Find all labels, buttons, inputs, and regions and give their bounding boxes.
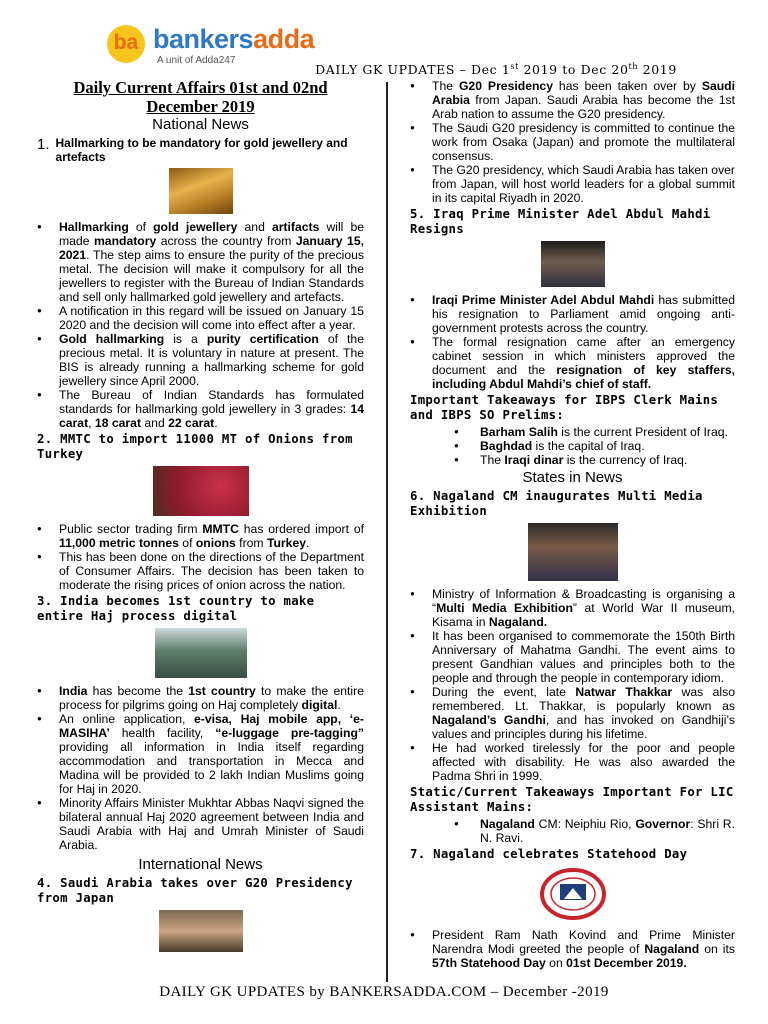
news-4-bullet-3: ● The G20 presidency, which Saudi Arabia has taken over from Japan, will host world leaders for a global summit in its capital Riyadh in 2020. — [410, 163, 735, 205]
gold-jewellery-image — [169, 168, 233, 214]
news-5-takeaways-title: Important Takeaways for IBPS Clerk Mains and IBPS SO Prelims: — [410, 393, 719, 422]
news-6-takeaway-1: ● Nagaland CM: Neiphiu Rio, Governor: Shri R. N. Ravi. — [454, 817, 735, 845]
news-6-bullet-3: ● During the event, late Natwar Thakkar was also remembered. Lt. Thakkar, is popularly known as Nagaland’s Gandhi, and has invoked on Gandhiji’s values and principles during his lifetime. — [410, 685, 735, 741]
news-6-takeaways-title: Static/Current Takeaways Important For LIC Assistant Mains: — [410, 785, 734, 814]
section-states-in-news: States in News — [522, 469, 623, 486]
news-5-takeaway-2: ● Baghdad is the capital of Iraq. — [454, 439, 735, 453]
news-6-takeaways — [410, 817, 735, 845]
news-1-bullet-3: ● Gold hallmarking is a purity certification of the precious metal. It is voluntary in nature at present. The BIS is already running a hallmarking scheme for gold jewellery since April 2000. — [37, 332, 364, 388]
news-1-bullet-1: ● Hallmarking of gold jewellery and artifacts will be made mandatory across the country from January 15, 2021. The step aims to ensure the purity of the precious metal. The decision will make it compulsory for all the jewellers to register with the Bureau of Indian Standards and sell only hallmarked gold jewellery and artefacts. — [37, 220, 364, 304]
haj-agreement-image — [155, 628, 247, 678]
logo-badge: ba — [107, 25, 145, 63]
logo-name-part2: adda — [253, 24, 315, 54]
right-column — [410, 79, 735, 970]
news-5-takeaways — [410, 425, 735, 467]
saudi-prince-image — [159, 910, 243, 952]
section-international-news: International News — [138, 856, 263, 873]
news-1-bullet-2: ● A notification in this regard will be issued on January 15 2020 and the decision will come into effect after a year. — [37, 304, 364, 332]
news-5-bullets — [410, 293, 735, 391]
news-6-title: 6. Nagaland CM inaugurates Multi Media Exhibition — [410, 489, 703, 518]
document-title: Daily Current Affairs 01st and 02nd December 2019 — [73, 78, 328, 116]
news-5-takeaway-1: ● Barham Salih is the current President of Iraq. — [454, 425, 735, 439]
news-1-bullets — [37, 220, 364, 430]
news-5-title: 5. Iraq Prime Minister Adel Abdul Mahdi Resigns — [410, 207, 711, 236]
news-4-bullet-1: ● The G20 Presidency has been taken over by Saudi Arabia from Japan. Saudi Arabia has become the 1st Arab nation to assume the G20 presidency. — [410, 79, 735, 121]
news-6-bullet-1: ● Ministry of Information & Broadcasting is organising a “Multi Media Exhibition” at World War II museum, Kisama in Nagaland. — [410, 587, 735, 629]
section-national-news: National News — [152, 116, 249, 133]
iraq-pm-image — [541, 241, 605, 287]
news-3-bullets — [37, 684, 364, 852]
news-1-title: Hallmarking to be mandatory for gold jewellery and artefacts — [55, 136, 348, 164]
news-2-bullets — [37, 522, 364, 592]
bankersadda-logo — [107, 22, 337, 68]
news-1-bullet-4: ● The Bureau of Indian Standards has formulated standards for hallmarking gold jewellery in 3 grades: 14 carat, 18 carat and 22 carat. — [37, 388, 364, 430]
column-divider — [386, 82, 388, 982]
news-4-title: 4. Saudi Arabia takes over G20 Presidency from Japan — [37, 876, 353, 905]
footer-text: DAILY GK UPDATES by BANKERSADDA.COM – December -2019 — [159, 984, 609, 1000]
news-3-bullet-2: ● An online application, e-visa, Haj mobile app, ‘e-MASIHA’ health facility, “e-luggage pre-tagging” providing all information in India itself regarding accommodation and transportation in Mecca and Madina will be provided to 2 lakh Indian Muslims going for Haj in 2020. — [37, 712, 364, 796]
onions-image — [153, 466, 249, 516]
left-column — [37, 78, 364, 958]
logo-name — [153, 24, 314, 55]
news-7-title: 7. Nagaland celebrates Statehood Day — [410, 847, 688, 861]
news-1-number: 1. — [37, 136, 50, 153]
news-5-bullet-1: ● Iraqi Prime Minister Adel Abdul Mahdi has submitted his resignation to Parliament amid ongoing anti-government protests across the country. — [410, 293, 735, 335]
news-6-bullet-4: ● He had worked tirelessly for the poor and people affected with disability. He was also awarded the Padma Shri in 1999. — [410, 741, 735, 783]
news-2-title: 2. MMTC to import 11000 MT of Onions from Turkey — [37, 432, 353, 461]
logo-name-part1: bankers — [153, 24, 254, 54]
news-4-bullet-2: ● The Saudi G20 presidency is committed to continue the work from Osaka (Japan) and promote the multilateral consensus. — [410, 121, 735, 163]
news-6-bullets — [410, 587, 735, 783]
news-4-bullets — [410, 79, 735, 205]
news-7-bullet-1: ● President Ram Nath Kovind and Prime Minister Narendra Modi greeted the people of Nagaland on its 57th Statehood Day on 01st December 2019. — [410, 928, 735, 970]
logo-tagline: A unit of Adda247 — [157, 55, 236, 66]
news-3-title: 3. India becomes 1st country to make entire Haj process digital — [37, 594, 315, 623]
news-3-bullet-3: ● Minority Affairs Minister Mukhtar Abbas Naqvi signed the bilateral annual Haj 2020 agreement between India and Saudi Arabia with Haj and Umrah Minister of Saudi Arabia. — [37, 796, 364, 852]
news-7-bullets — [410, 928, 735, 970]
header-date-range: DAILY GK UPDATES – Dec 1st 2019 to Dec 20th 2019 — [315, 62, 677, 78]
news-2-bullet-2: ● This has been done on the directions of the Department of Consumer Affairs. The decision has been taken to moderate the rising prices of onion across the nation. — [37, 550, 364, 592]
news-1-heading — [37, 136, 364, 164]
nagaland-cm-image — [528, 523, 618, 581]
news-5-takeaway-3: ● The Iraqi dinar is the currency of Iraq. — [454, 453, 735, 467]
nagaland-emblem-image — [540, 868, 606, 920]
news-5-bullet-2: ● The formal resignation came after an emergency cabinet session in which ministers approved the document and the resignation of key staffers, including Abdul Mahdi’s chief of staff. — [410, 335, 735, 391]
news-3-bullet-1: ● India has become the 1st country to make the entire process for pilgrims going on Haj completely digital. — [37, 684, 364, 712]
news-2-bullet-1: ● Public sector trading firm MMTC has ordered import of 11,000 metric tonnes of onions from Turkey. — [37, 522, 364, 550]
news-6-bullet-2: ● It has been organised to commemorate the 150th Birth Anniversary of Mahatma Gandhi. The event aims to present Gandhian values and principles both to the people and through the people in contemporary idiom. — [410, 629, 735, 685]
